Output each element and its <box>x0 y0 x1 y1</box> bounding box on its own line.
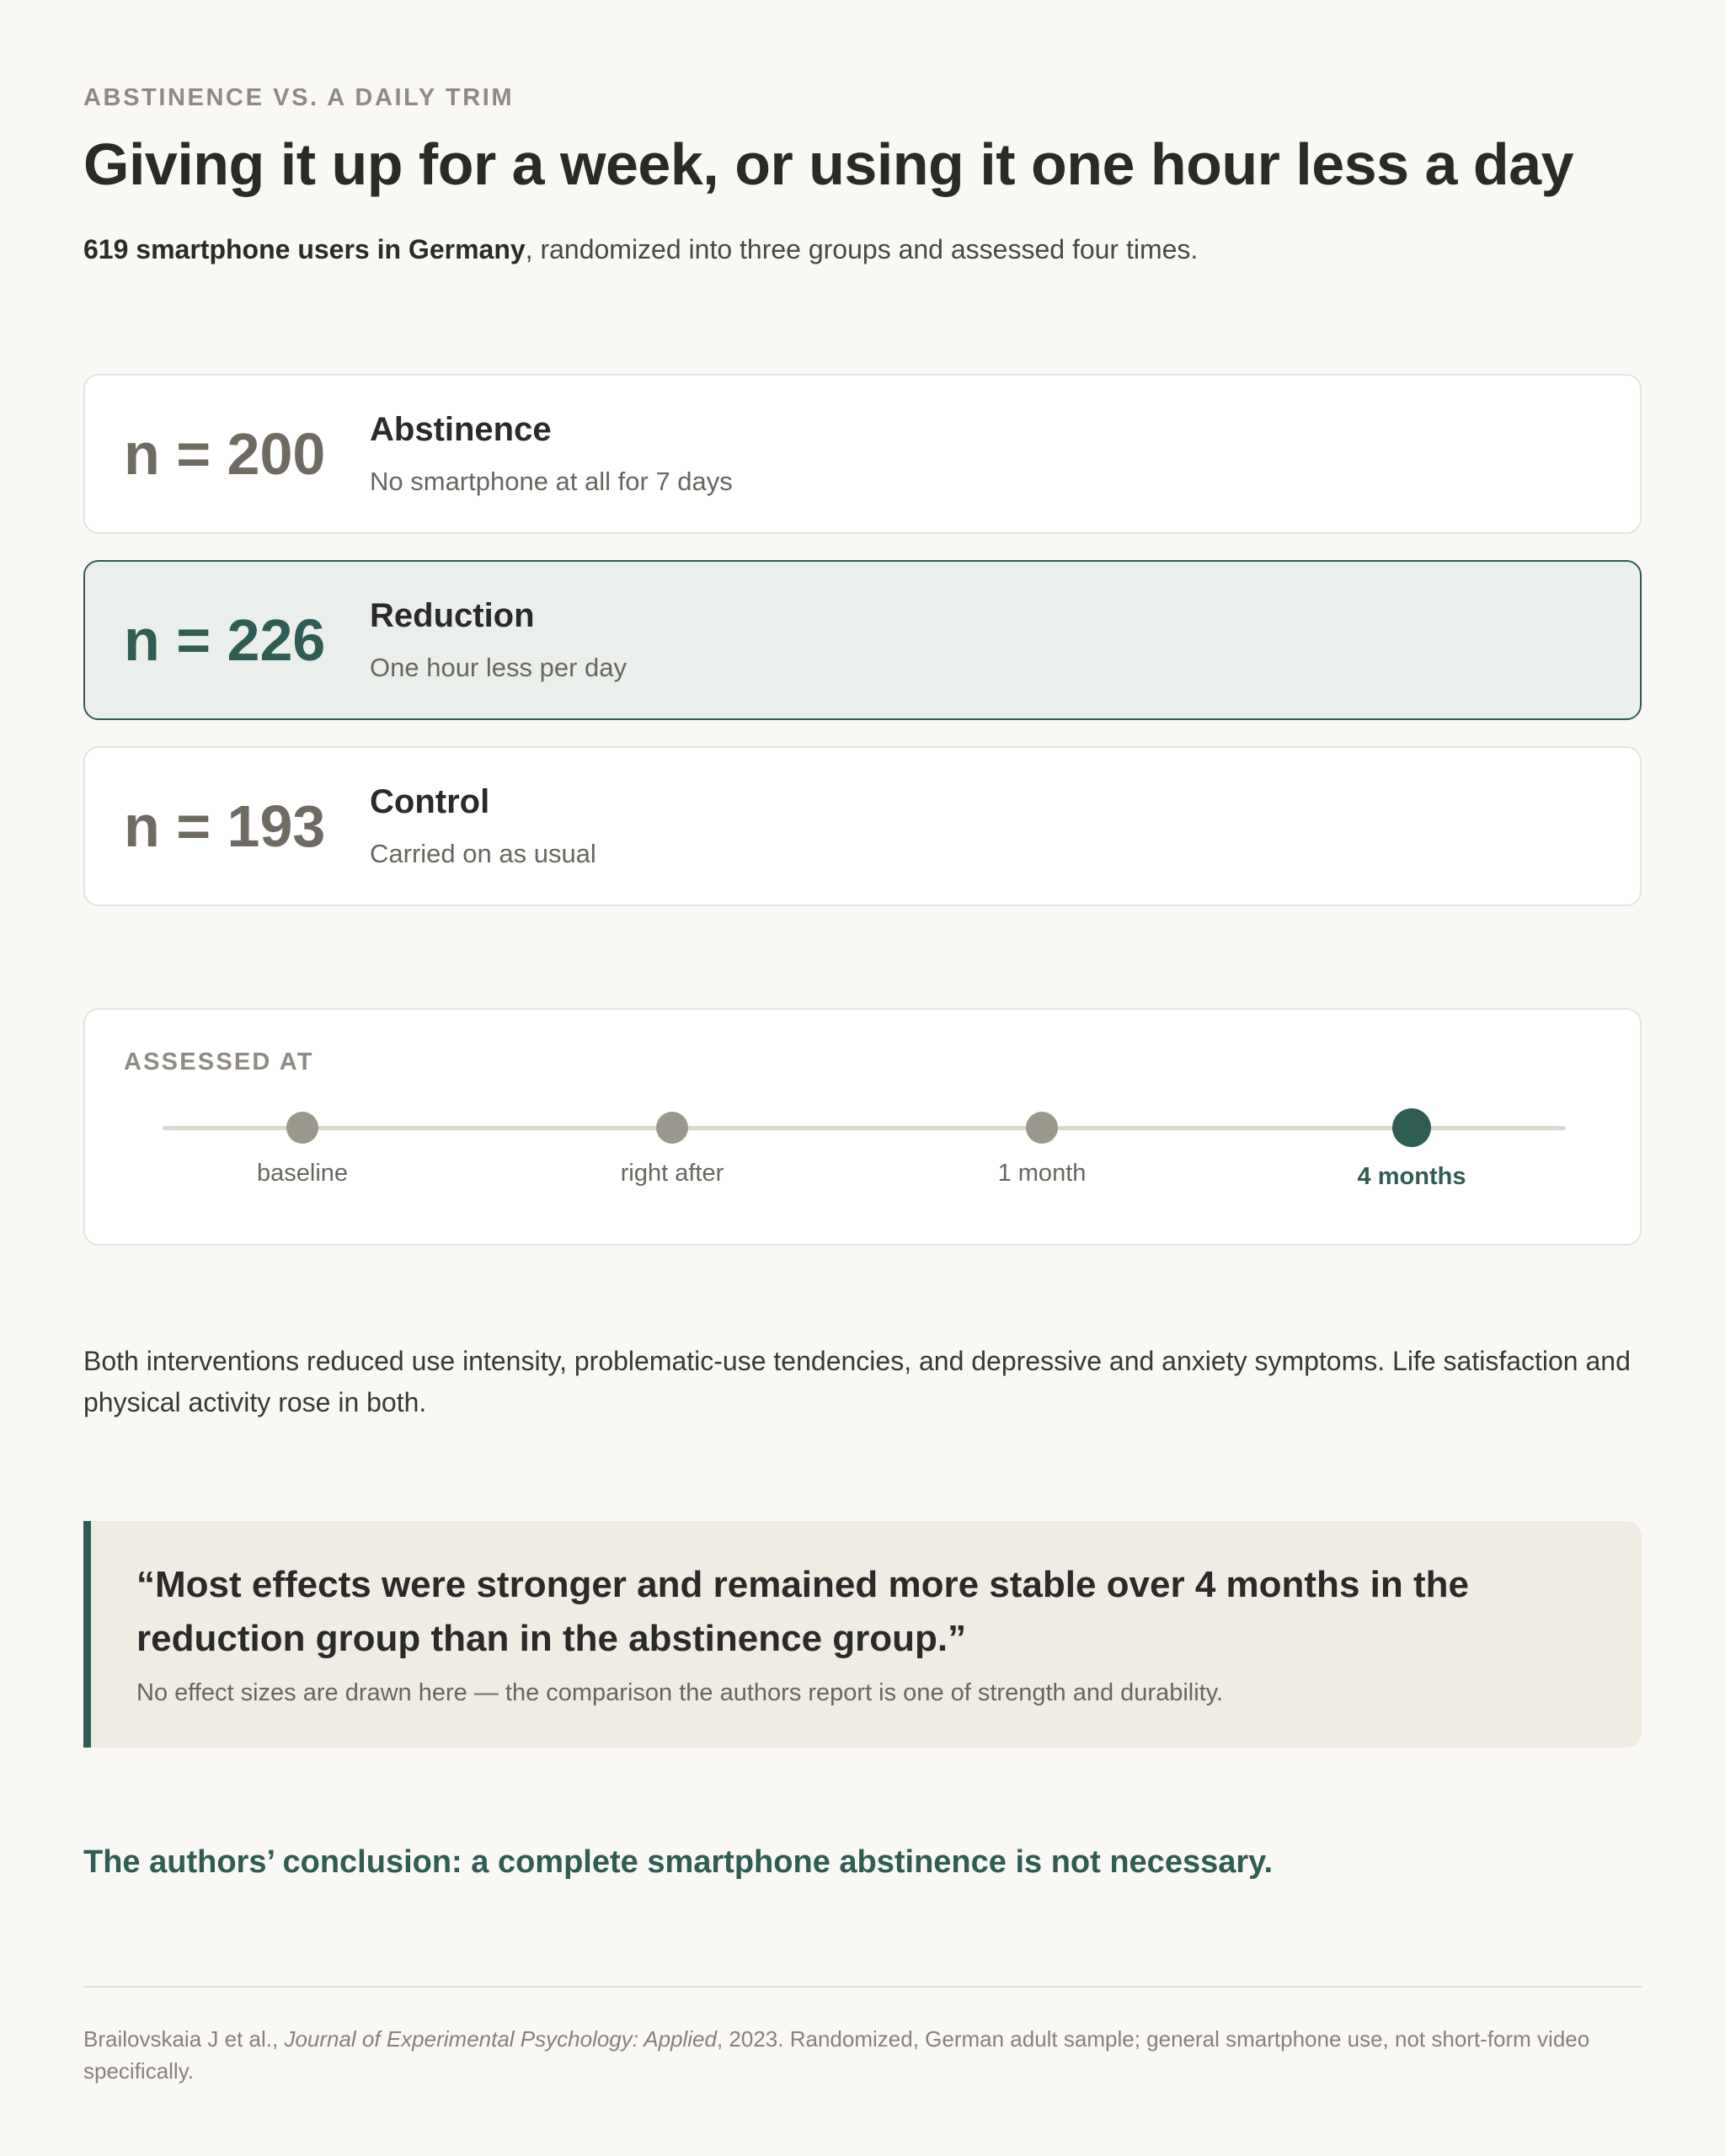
group-description: No smartphone at all for 7 days <box>370 467 733 496</box>
findings-paragraph: Both interventions reduced use intensity, problematic-use tendencies, and depressive and anxiety symptoms. Life satisfaction and physical activity rose in both. <box>83 1346 1631 1417</box>
group-description: One hour less per day <box>370 653 628 682</box>
group-name: Control <box>370 783 490 820</box>
group-card-abstinence <box>83 374 1642 534</box>
page-title: Giving it up for a week, or using it one hour less a day <box>83 131 1573 197</box>
timepoint-label: right after <box>620 1160 724 1187</box>
author-quote <box>83 1521 1642 1748</box>
citation-journal: Journal of Experimental Psychology: Applied <box>284 2026 717 2052</box>
group-sample-size: n = 200 <box>124 421 326 487</box>
subtitle-highlight: 619 smartphone users in Germany <box>83 234 526 264</box>
timeline-track <box>163 1126 1566 1130</box>
divider <box>83 1986 1642 1988</box>
group-sample-size: n = 193 <box>124 793 326 859</box>
group-name: Abstinence <box>370 411 552 448</box>
conclusion: The authors’ conclusion: a complete smartphone abstinence is not necessary. <box>83 1844 1274 1880</box>
quote-text: “Most effects were stronger and remained more stable over 4 months in the reduction group than in the abstinence group.” <box>136 1564 1469 1659</box>
group-card-control <box>83 746 1642 906</box>
citation-details: , 2023. Randomized, German adult sample; general smartphone use, not short-form video specifically. <box>83 2026 1590 2084</box>
timepoint-label: 1 month <box>997 1160 1087 1187</box>
timeline-label: ASSESSED AT <box>124 1049 314 1075</box>
group-sample-size: n = 226 <box>124 607 326 673</box>
subtitle-rest: , randomized into three groups and assessed four times. <box>525 234 1199 264</box>
citation <box>83 2023 1642 2087</box>
timepoint-label: baseline <box>256 1160 349 1187</box>
timepoint-dot <box>1026 1112 1058 1144</box>
timepoint-label: 4 months <box>1357 1163 1466 1190</box>
page-subtitle <box>83 234 1198 265</box>
assessment-timeline <box>83 1008 1642 1246</box>
timepoint-dot-active <box>1392 1108 1431 1147</box>
group-name: Reduction <box>370 597 535 634</box>
group-card-reduction <box>83 560 1642 720</box>
timepoint-dot <box>286 1112 318 1144</box>
group-description: Carried on as usual <box>370 839 596 868</box>
citation-authors: Brailovskaia J et al., <box>83 2026 285 2052</box>
quote-note: No effect sizes are drawn here — the comparison the authors report is one of strength and durability. <box>136 1679 1224 1706</box>
timepoint-dot <box>656 1112 688 1144</box>
eyebrow-label: ABSTINENCE VS. A DAILY TRIM <box>83 84 515 111</box>
